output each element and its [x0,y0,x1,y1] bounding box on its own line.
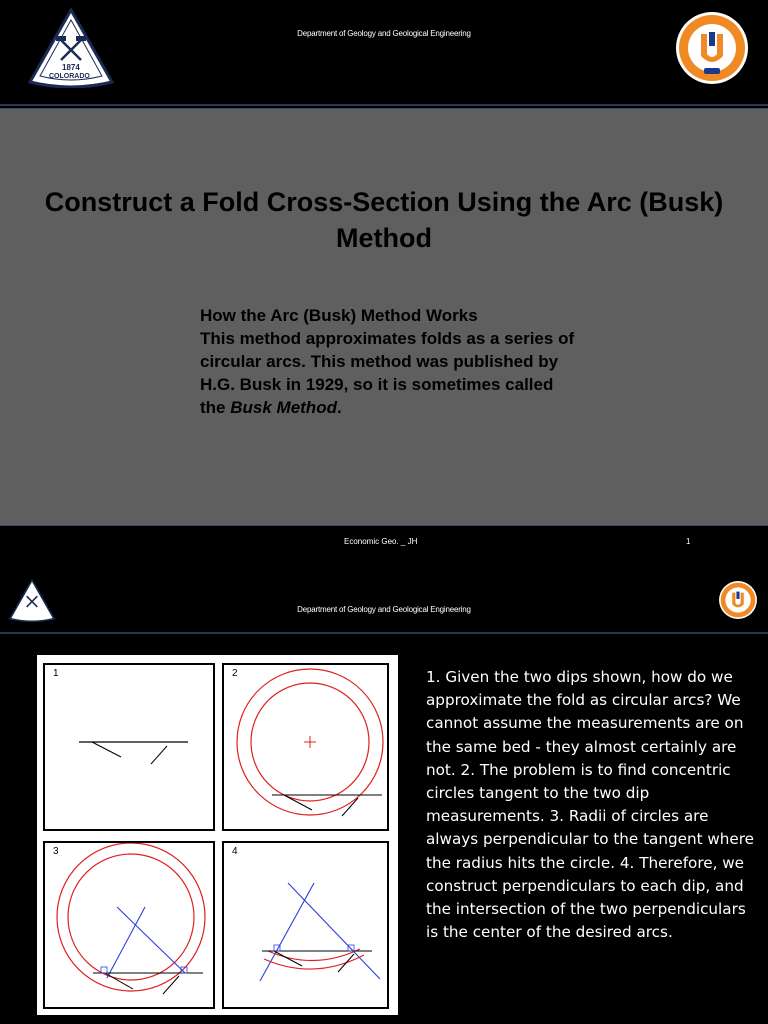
concentric-circles [224,665,387,829]
panel-number: 2 [232,668,238,679]
panel-number: 3 [53,846,59,857]
panel-number: 1 [53,668,59,679]
footer-left: Economic Geo. _ JH [344,537,418,546]
body-text: This method approximates folds as a series of circular arcs. This method was published by H.G. Busk in 1929, so it is sometimes called the [200,329,575,417]
school-of-mines-logo-small [9,579,55,622]
slide-body [200,304,580,419]
figure-panel-4 [222,841,389,1009]
ucn-logo-small [718,580,758,620]
figure-panel-3 [43,841,215,1009]
radii-perpendiculars [45,843,213,1007]
perpendicular-intersection [224,843,387,1007]
figure-panel-2 [222,663,389,831]
dip-lines [45,665,213,829]
slide-title: Construct a Fold Cross-Section Using the Arc (Busk) Method [44,187,724,253]
header-divider [0,104,768,106]
header-divider-2 [0,632,768,634]
page-number: 1 [686,537,691,546]
body-heading: How the Arc (Busk) Method Works [200,306,478,325]
panel-number: 4 [232,846,238,857]
body-italic: Busk Method [230,398,337,417]
department-header: Department of Geology and Geological Engineering [297,29,471,38]
busk-method-figure [37,655,398,1015]
explanation-text: 1. Given the two dips shown, how do we approximate the fold as circular arcs? We cannot assume the measurements are on the same bed - they almost certainly are not. 2. The problem is to find concentric circles tangent to the two dip measurements. 3. Radii of circles are always perpendicular to the tangent where the radius hits the circle. 4. Therefore, we construct perpendiculars to each dip, and the intersection of the two perpendiculars is the center of the desired arcs. [426,668,755,942]
logo-text-bottom: COLORADO [49,73,90,80]
department-header-2: Department of Geology and Geological Engineering [297,605,471,614]
body-text-end: . [336,398,342,417]
logo-year: 1874 [62,63,80,72]
ucn-logo [674,10,750,86]
figure-panel-1 [43,663,215,831]
